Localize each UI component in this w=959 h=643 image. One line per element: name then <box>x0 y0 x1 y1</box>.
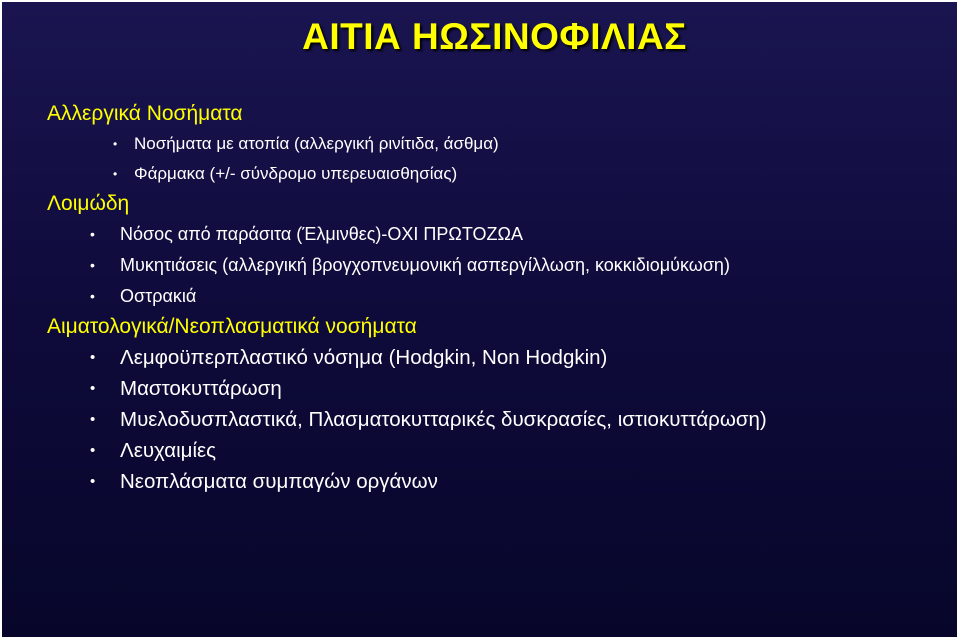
bullet-icon: • <box>90 442 96 459</box>
list-item <box>47 373 937 404</box>
bullet-icon: • <box>90 380 96 397</box>
list-item-text: Νόσος από παράσιτα (Έλμινθες)-ΟΧΙ ΠΡΩΤΟΖΩΑ <box>120 224 524 244</box>
list-item-text: Μυκητιάσεις (αλλεργική βρογχοπνευμονική ασπεργίλλωση, κοκκιδιομύκωση) <box>120 255 730 275</box>
list-item <box>47 219 937 250</box>
list-item-text: Νοσήματα με ατοπία (αλλεργική ρινίτιδα, άσθμα) <box>134 134 499 153</box>
list-item <box>47 404 937 435</box>
list-item <box>47 342 937 373</box>
section-heading: Αλλεργικά Νοσήματα <box>47 102 243 125</box>
bullet-icon: • <box>90 349 96 366</box>
bullet-list <box>47 219 937 312</box>
bullet-list <box>47 342 937 497</box>
list-item <box>47 466 937 497</box>
bullet-icon: • <box>113 167 118 181</box>
section-heading: Αιματολογικά/Νεοπλασματικά νοσήματα <box>47 315 417 338</box>
bullet-icon: • <box>90 473 96 490</box>
list-item <box>47 129 937 159</box>
bullet-icon: • <box>113 137 118 151</box>
section-hematologic <box>47 312 937 497</box>
list-item-text: Μαστοκυττάρωση <box>120 377 282 400</box>
list-item <box>47 159 937 189</box>
slide-content <box>47 99 937 497</box>
section-heading: Λοιμώδη <box>47 192 130 215</box>
list-item-text: Φάρμακα (+/- σύνδρομο υπερευαισθησίας) <box>134 164 458 183</box>
list-item <box>47 281 937 312</box>
slide-title: ΑΙΤΙΑ ΗΩΣΙΝΟΦΙΛΙΑΣ <box>302 16 687 57</box>
bullet-icon: • <box>90 411 96 428</box>
bullet-icon: • <box>90 226 95 242</box>
section-infectious <box>47 189 937 312</box>
list-item <box>47 435 937 466</box>
bullet-icon: • <box>90 288 95 304</box>
section-allergic <box>47 99 937 189</box>
bullet-list <box>47 129 937 189</box>
slide <box>2 2 957 637</box>
list-item-text: Οστρακιά <box>120 286 197 306</box>
bullet-icon: • <box>90 257 95 273</box>
list-item-text: Λευχαιμίες <box>120 439 217 462</box>
list-item-text: Νεοπλάσματα συμπαγών οργάνων <box>120 470 438 493</box>
list-item <box>47 250 937 281</box>
list-item-text: Λεμφοϋπερπλαστικό νόσημα (Hodgkin, Non Hodgkin) <box>120 346 608 369</box>
list-item-text: Μυελοδυσπλαστικά, Πλασματοκυτταρικές δυσκρασίες, ιστιοκυττάρωση) <box>120 408 767 431</box>
